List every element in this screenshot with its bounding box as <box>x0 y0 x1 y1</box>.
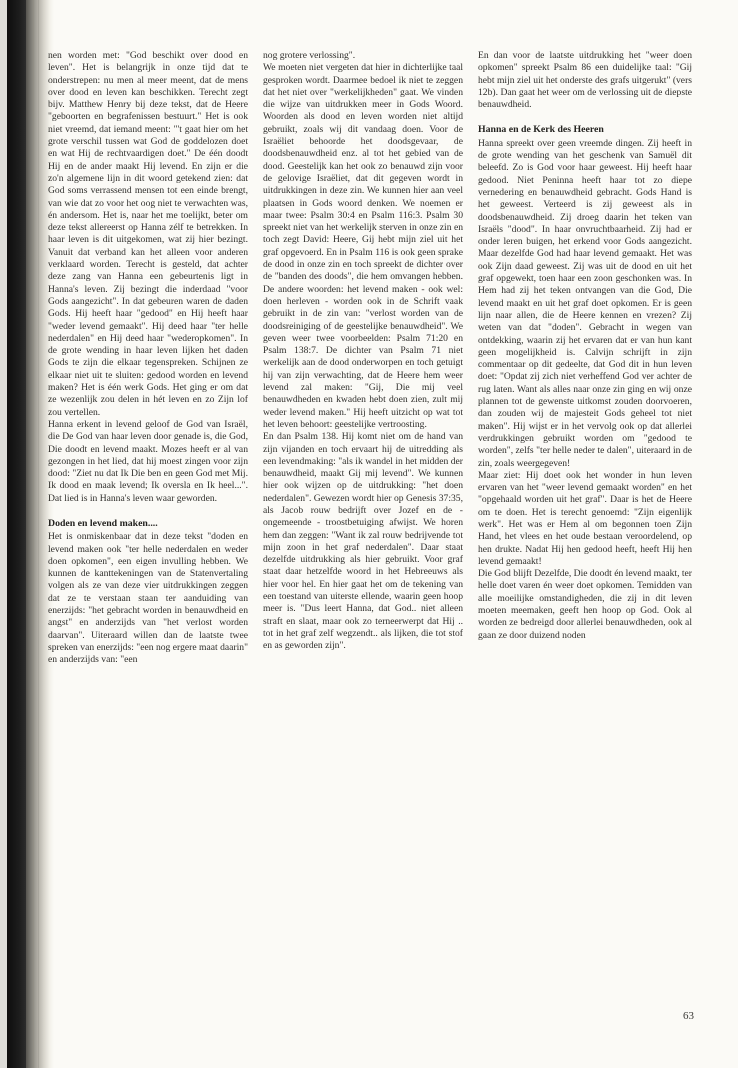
paragraph: Het is onmiskenbaar dat in deze tekst "doden en levend maken ook "ter helle nederdalen en weder doen opkomen", een eigen invulling hebben. We kunnen de kanttekeningen van de Statenvertaling volgen als ze van deze vier uitdrukkingen zeggen dat ze te verstaan staan ter aanduiding van enerzijds: "het gebracht worden in benauwdheid en angst" en anderzijds van "het verlost worden daarvan". Uiteraard willen dan de laatste twee spreken van enerzijds: "een nog ergere maat daarin" en anderzijds van: "een <box>48 531 248 666</box>
paragraph: Hanna erkent in levend geloof de God van Israël, die De God van haar leven door genade is, die God, Die doodt en levend maakt. Mozes heeft er al van gezongen in het lied, dat hij moest zingen voor zijn dood: "Ziet nu dat Ik Die ben en geen God met Mij. Ik dood en maak levend; Ik oversla en Ik heel...". Dat lied is in Hanna's leven waar geworden. <box>48 418 248 504</box>
paragraph: We moeten niet vergeten dat hier in dichterlijke taal gesproken wordt. Daarmee bedoel ik niet te zeggen dat het niet over "werkelijkheden" gaat. We vinden die wijze van uitdrukken meer in Gods Woord. Woorden als dood en leven worden niet altijd gebruikt, zoals wij dit vandaag doen. Voor de Israëliet behoorde het doodsgevaar, de doodsbenauwdheid enz. al tot het gebied van de dood. Geestelijk kan het ook zo benauwd zijn voor de gelovige Israëliet, dat dit gegeven wordt in uitdrukkingen in deze zin. We kunnen hier aan veel plaatsen in Gods woord denken. We noemen er maar twee: Psalm 30:4 en Psalm 116:3. Psalm 30 spreekt niet van het werkelijk sterven in onze zin en toch zegt David: Heere, Gij hebt mijn ziel uit het graf opgevoerd. En in Psalm 116 is ook geen sprake de dood in onze zin en toch spreekt de dichter over de "banden des doods", die hem omvangen hebben. De andere woorden: het levend maken - ook wel: doen herleven - worden ook in de Schrift vaak gebruikt in de zin van: "verlost worden van de doodsreiniging of de geestelijke benauwdheid". We geven weer twee voorbeelden: Psalm 71:20 en Psalm 138:7. De dichter van Psalm 71 niet werkelijk aan de dood onderworpen en toch getuigt hij van zijn verwachting, dat de Heere hem weer levend zal maken: "Gij, Die mij veel benauwdheden en kwaden hebt doen zien, zult mij weder levend maken." Hij heeft uitzicht op wat tot het leven behoort: geestelijke vertroosting. <box>263 62 463 430</box>
text-column-1 <box>48 50 248 667</box>
scan-edge-binding <box>7 0 26 1068</box>
paragraph: nen worden met: "God beschikt over dood en leven". Het is belangrijk in onze tijd dat te onderstrepen: nu men al meer meent, dat de mens over dood en leven kan beschikken. Terecht zegt bijv. Matthew Henry bij deze tekst, dat de Heere "geboorten en begrafenissen bestuurt." Het is ook niet vreemd, dat iemand meent: "'t gaat hier om het grote verschil tussen wat God de goddelozen doet en wat Hij de rechtvaardigen doet." De één doodt Hij en de ander maakt Hij levend. En zijn er die zo'n algemene lijn in dit woord getekend zien: dat God soms verrassend mensen tot een einde brengt, van wie dat zo voor het oog niet te verwachten was, én andersom. Het is, naar het me toelijkt, beter om deze tekst allereerst op Hanna zélf te betrekken. In haar leven is dit uitgekomen, wat zij hier bezingt. Vanuit dat verband kan het alleen voor anderen verklaard worden. Terecht is gesteld, dat achter deze zang van Hanna een gebeurtenis ligt in Hanna's leven. Zij bezingt die inderdaad "voor Gods aangezicht". In dat gebeuren waren de daden Gods. Hij heeft haar "gedood" en Hij heeft haar "weder levend gemaakt". Hij deed haar "ter helle nederdalen" en Hij deed haar "wederopkomen". In de grote wending in haar leven lijken het daden Gods te zijn die elkaar tegenspreken. Schijnen ze elkaar niet uit te sluiten: gedood worden en levend maken? Het is één werk Gods. Het ging er om dat ze wezenlijk zou delen in hét leven en zo Zijn lof zou vertellen. <box>48 50 248 418</box>
scan-page-edge-line <box>33 0 34 1068</box>
paragraph: Die God blijft Dezelfde, Die doodt én levend maakt, ter helle doet varen én weer doet opkomen. Temidden van alle moeilijke omstandigheden, die zij in dit leven moeten meemaken, geeft hen hoop op God. Ook al worden ze bedreigd door allerlei benauwdheden, ook al gaan ze door duizend noden <box>478 568 692 641</box>
paragraph: nog grotere verlossing". <box>263 50 356 61</box>
text-column-3 <box>478 50 692 667</box>
paragraph: En dan voor de laatste uitdrukking het "weer doen opkomen" spreekt Psalm 86 een duidelijke taal: "Gij hebt mijn ziel uit het onderste des grafs uitgerukt" (vers 12b). Dan gaat het weer om de verlossing uit de diepste benauwdheid. <box>478 50 692 111</box>
section-heading-hanna-en-de-kerk: Hanna en de Kerk des Heeren <box>478 124 604 136</box>
paragraph: Hanna spreekt over geen vreemde dingen. Zij heeft in de grote wending van het geschenk van Samuël dit beleefd. Zo is God voor haar geweest. Hij heeft haar gedood. Niet Peninna heeft haar tot zo diepe vernedering en benauwdheid gebracht. Gods Hand is het geweest. Verteerd is zij geweest als in doodsbenauwdheid. Zij droeg daarin het teken van Israëls "dood". In haar onvruchtbaarheid. Zij had er onder leren buigen, het erkend voor Gods aangezicht. Maar dezelfde God had haar levend gemaakt. Het was ook Zijn daad geweest. Zij was uit de dood en uit het graf opgewekt, toen haar een zoon geschonken was. In Hem had zij het teken ontvangen van die God, Die levend maakt en uit het graf doet opkomen. Er is geen lijn naar allen, die de Heere kennen en vrezen? Zij weten van dat "doden". Gebracht in wegen van ontdekking, waarin zij het ervaren dat er van hun kant geen mogelijkheid is. Calvijn schrijft in zijn commentaar op dit gedeelte, dat God dit in hun leven doet: "Opdat zij zich niet verheffend God ver achter de rug laten. Want als alles naar onze zin ging en wij onze plannen tot de gewenste uitkomst zouden doorvoeren, dan zouden wij de majesteit Gods geheel tot niet maken". Hij wijst er in het vervolg ook op dat allerlei verdrukkingen gebruikt worden om "gedood te worden", zelfs "ter helle neder te dalen", uiteraard in de zin, zoals weergegeven! <box>478 137 692 469</box>
page-content <box>48 50 692 667</box>
paragraph: Maar ziet: Hij doet ook het wonder in hun leven ervaren van het "weer levend gemaakt worden" en het "opgehaald worden uit het graf". Daar is het de Heere om te doen. Het is terecht genoemd: "Zijn eigenlijk werk". Het was er Hem al om begonnen toen Zijn Hand, het vlees en het oude bestaan veroordelend, op hen drukte. Nadat Hij hen gedood heeft, heeft Hij hen levend gemaakt! <box>478 469 692 567</box>
paragraph: En dan Psalm 138. Hij komt niet om de hand van zijn vijanden en toch ervaart hij de uitredding als een levendmaking: "als ik wandel in het midden der benauwdheid, maakt Gij mij levend". We kunnen hier ook wijzen op de uitdrukking: "het doen nederdalen". Gewezen wordt hier op Genesis 37:35, als Jacob rouw bedrijft over Jozef en de - ongemeende - troostbetuiging afwijst. We horen hem dan zeggen: "Want ik zal rouw bedrijvende tot mijn zoon in het graf nederdalen". Daar staat dezelfde uitdrukking als hier gebruikt. Voor graf staat daar hetzelfde woord in het Hebreeuws als hier voor hel. En hier gaat het om de tekening van een toestand van uiterste ellende, waarin geen hoop meer is. "Dus leert Hanna, dat God.. niet alleen straft en slaat, maar ook zo terneerwerpt dat Hij .. tot in het graf zelf wegzendt.. als lijken, die tot stof en as geworden zijn". <box>263 431 463 652</box>
text-column-2 <box>263 50 463 667</box>
page-number: 63 <box>683 1010 694 1022</box>
scan-page-edge-line <box>38 0 39 1068</box>
scan-edge-outer <box>0 0 7 1068</box>
section-heading-doden-en-levend-maken: Doden en levend maken.... <box>48 517 158 529</box>
